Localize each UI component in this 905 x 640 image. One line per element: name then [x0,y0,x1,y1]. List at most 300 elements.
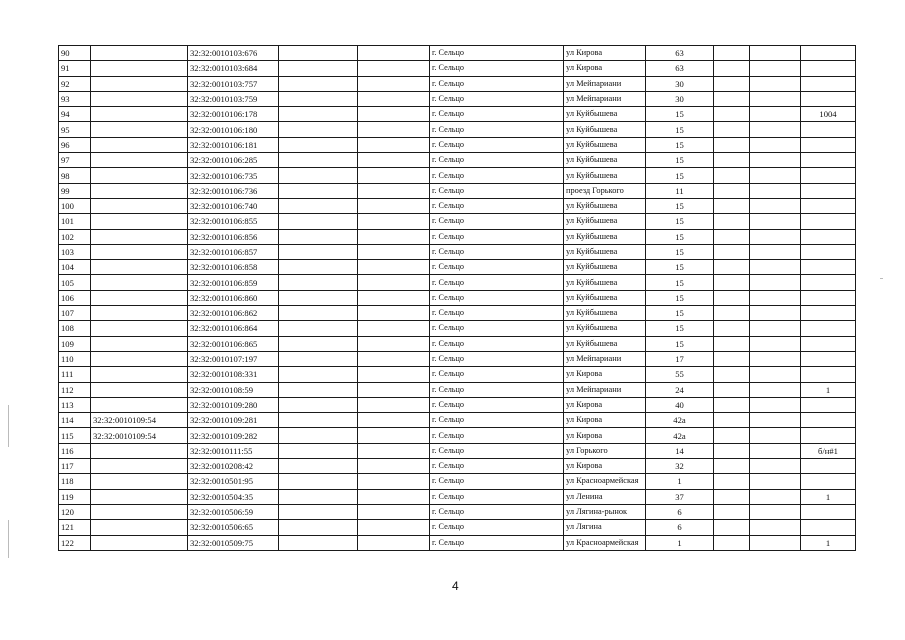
table-row [59,91,856,106]
house-number-cell: 14 [646,443,714,458]
street-cell: ул Мейпариани [564,76,646,91]
scan-mark [8,405,9,447]
apartment-cell [801,46,856,61]
house-number-cell: 15 [646,336,714,351]
apartment-cell [801,520,856,535]
street-cell: проезд Горького [564,183,646,198]
empty-cell [358,520,430,535]
table-row [59,107,856,122]
table-row [59,183,856,198]
city-cell: г. Сельцо [430,260,564,275]
parent-cadastral-cell: 32:32:0010109:54 [91,428,188,443]
row-number-cell: 101 [59,214,91,229]
cadastral-number-cell: 32:32:0010103:676 [188,46,279,61]
empty-cell [358,229,430,244]
row-number-cell: 90 [59,46,91,61]
street-cell: ул Красноармейская [564,474,646,489]
empty-cell [358,76,430,91]
empty-cell [714,153,750,168]
city-cell: г. Сельцо [430,168,564,183]
house-number-cell: 24 [646,382,714,397]
row-number-cell: 100 [59,198,91,213]
empty-cell [279,76,358,91]
city-cell: г. Сельцо [430,91,564,106]
house-number-cell: 15 [646,168,714,183]
street-cell: ул Ленина [564,489,646,504]
row-number-cell: 104 [59,260,91,275]
street-cell: ул Куйбышева [564,214,646,229]
row-number-cell: 102 [59,229,91,244]
city-cell: г. Сельцо [430,459,564,474]
street-cell: ул Куйбышева [564,137,646,152]
empty-cell [279,153,358,168]
empty-cell [714,397,750,412]
city-cell: г. Сельцо [430,183,564,198]
parent-cadastral-cell: 32:32:0010109:54 [91,413,188,428]
property-registry-table [58,45,856,551]
empty-cell [714,290,750,305]
empty-cell [358,91,430,106]
house-number-cell: 6 [646,520,714,535]
cadastral-number-cell: 32:32:0010106:180 [188,122,279,137]
empty-cell [714,428,750,443]
table-row [59,76,856,91]
parent-cadastral-cell [91,321,188,336]
empty-cell [279,168,358,183]
cadastral-number-cell: 32:32:0010107:197 [188,351,279,366]
street-cell: ул Куйбышева [564,153,646,168]
house-number-cell: 37 [646,489,714,504]
empty-cell [279,504,358,519]
cadastral-number-cell: 32:32:0010103:757 [188,76,279,91]
city-cell: г. Сельцо [430,413,564,428]
empty-cell [358,244,430,259]
empty-cell [358,428,430,443]
empty-cell [714,336,750,351]
empty-cell [358,397,430,412]
city-cell: г. Сельцо [430,46,564,61]
empty-cell [714,443,750,458]
parent-cadastral-cell [91,336,188,351]
row-number-cell: 98 [59,168,91,183]
house-number-cell: 15 [646,290,714,305]
parent-cadastral-cell [91,459,188,474]
empty-cell [358,46,430,61]
apartment-cell [801,229,856,244]
parent-cadastral-cell [91,168,188,183]
empty-cell [714,459,750,474]
cadastral-number-cell: 32:32:0010106:855 [188,214,279,229]
street-cell: ул Куйбышева [564,168,646,183]
parent-cadastral-cell [91,137,188,152]
street-cell: ул Горького [564,443,646,458]
table-row [59,413,856,428]
street-cell: ул Кирова [564,61,646,76]
empty-cell [714,260,750,275]
row-number-cell: 118 [59,474,91,489]
empty-cell [750,504,801,519]
city-cell: г. Сельцо [430,336,564,351]
house-number-cell: 55 [646,367,714,382]
parent-cadastral-cell [91,214,188,229]
empty-cell [750,107,801,122]
empty-cell [279,367,358,382]
parent-cadastral-cell [91,275,188,290]
city-cell: г. Сельцо [430,321,564,336]
cadastral-number-cell: 32:32:0010106:735 [188,168,279,183]
empty-cell [714,183,750,198]
parent-cadastral-cell [91,153,188,168]
parent-cadastral-cell [91,198,188,213]
empty-cell [750,137,801,152]
empty-cell [714,367,750,382]
parent-cadastral-cell [91,260,188,275]
city-cell: г. Сельцо [430,107,564,122]
table-row [59,321,856,336]
city-cell: г. Сельцо [430,122,564,137]
city-cell: г. Сельцо [430,504,564,519]
table-row [59,229,856,244]
table-row [59,474,856,489]
empty-cell [750,413,801,428]
street-cell: ул Кирова [564,428,646,443]
apartment-cell [801,260,856,275]
apartment-cell: 1 [801,382,856,397]
empty-cell [750,336,801,351]
apartment-cell [801,290,856,305]
row-number-cell: 119 [59,489,91,504]
street-cell: ул Куйбышева [564,107,646,122]
empty-cell [714,306,750,321]
street-cell: ул Куйбышева [564,321,646,336]
empty-cell [279,413,358,428]
street-cell: ул Кирова [564,413,646,428]
parent-cadastral-cell [91,76,188,91]
house-number-cell: 40 [646,397,714,412]
empty-cell [358,489,430,504]
house-number-cell: 15 [646,306,714,321]
street-cell: ул Куйбышева [564,244,646,259]
empty-cell [358,260,430,275]
apartment-cell [801,183,856,198]
apartment-cell [801,198,856,213]
empty-cell [358,306,430,321]
empty-cell [714,46,750,61]
street-cell: ул Мейпариани [564,351,646,366]
empty-cell [358,168,430,183]
street-cell: ул Куйбышева [564,290,646,305]
row-number-cell: 113 [59,397,91,412]
parent-cadastral-cell [91,520,188,535]
parent-cadastral-cell [91,306,188,321]
empty-cell [279,397,358,412]
table-row [59,397,856,412]
apartment-cell [801,397,856,412]
house-number-cell: 42а [646,428,714,443]
page-number: 4 [452,579,459,593]
city-cell: г. Сельцо [430,244,564,259]
house-number-cell: 15 [646,275,714,290]
empty-cell [358,443,430,458]
row-number-cell: 99 [59,183,91,198]
empty-cell [358,153,430,168]
empty-cell [358,321,430,336]
row-number-cell: 95 [59,122,91,137]
cadastral-number-cell: 32:32:0010106:178 [188,107,279,122]
empty-cell [358,382,430,397]
table-row [59,535,856,550]
street-cell: ул Куйбышева [564,306,646,321]
empty-cell [279,46,358,61]
house-number-cell: 15 [646,244,714,259]
apartment-cell [801,91,856,106]
city-cell: г. Сельцо [430,214,564,229]
cadastral-number-cell: 32:32:0010208:42 [188,459,279,474]
cadastral-number-cell: 32:32:0010106:858 [188,260,279,275]
empty-cell [750,168,801,183]
cadastral-number-cell: 32:32:0010106:862 [188,306,279,321]
cadastral-number-cell: 32:32:0010109:281 [188,413,279,428]
empty-cell [714,198,750,213]
house-number-cell: 42а [646,413,714,428]
street-cell: ул Кирова [564,397,646,412]
empty-cell [279,244,358,259]
cadastral-number-cell: 32:32:0010111:55 [188,443,279,458]
apartment-cell [801,504,856,519]
apartment-cell: 1 [801,489,856,504]
empty-cell [358,367,430,382]
empty-cell [279,137,358,152]
cadastral-number-cell: 32:32:0010109:280 [188,397,279,412]
row-number-cell: 106 [59,290,91,305]
cadastral-number-cell: 32:32:0010106:856 [188,229,279,244]
parent-cadastral-cell [91,474,188,489]
table-row [59,214,856,229]
parent-cadastral-cell [91,46,188,61]
cadastral-number-cell: 32:32:0010106:859 [188,275,279,290]
row-number-cell: 93 [59,91,91,106]
street-cell: ул Лягина [564,520,646,535]
city-cell: г. Сельцо [430,443,564,458]
parent-cadastral-cell [91,122,188,137]
table-row [59,61,856,76]
house-number-cell: 32 [646,459,714,474]
row-number-cell: 97 [59,153,91,168]
empty-cell [714,413,750,428]
empty-cell [750,122,801,137]
cadastral-number-cell: 32:32:0010504:35 [188,489,279,504]
street-cell: ул Куйбышева [564,275,646,290]
row-number-cell: 116 [59,443,91,458]
apartment-cell [801,459,856,474]
empty-cell [279,183,358,198]
house-number-cell: 15 [646,198,714,213]
table-row [59,46,856,61]
row-number-cell: 115 [59,428,91,443]
apartment-cell [801,275,856,290]
street-cell: ул Лягина-рынок [564,504,646,519]
table-row [59,198,856,213]
city-cell: г. Сельцо [430,76,564,91]
scan-mark [8,520,9,558]
empty-cell [279,489,358,504]
empty-cell [750,459,801,474]
row-number-cell: 91 [59,61,91,76]
house-number-cell: 17 [646,351,714,366]
row-number-cell: 94 [59,107,91,122]
row-number-cell: 108 [59,321,91,336]
table-row [59,351,856,366]
row-number-cell: 114 [59,413,91,428]
row-number-cell: 121 [59,520,91,535]
empty-cell [714,489,750,504]
apartment-cell [801,306,856,321]
row-number-cell: 92 [59,76,91,91]
empty-cell [279,474,358,489]
parent-cadastral-cell [91,61,188,76]
cadastral-number-cell: 32:32:0010106:736 [188,183,279,198]
empty-cell [714,504,750,519]
empty-cell [750,443,801,458]
apartment-cell [801,367,856,382]
street-cell: ул Куйбышева [564,122,646,137]
empty-cell [358,107,430,122]
empty-cell [714,229,750,244]
cadastral-number-cell: 32:32:0010106:285 [188,153,279,168]
apartment-cell: б/н#1 [801,443,856,458]
empty-cell [750,214,801,229]
house-number-cell: 30 [646,76,714,91]
scan-mark [880,278,883,279]
city-cell: г. Сельцо [430,382,564,397]
city-cell: г. Сельцо [430,153,564,168]
empty-cell [279,520,358,535]
empty-cell [279,382,358,397]
row-number-cell: 111 [59,367,91,382]
table-row [59,153,856,168]
cadastral-number-cell: 32:32:0010103:759 [188,91,279,106]
empty-cell [358,504,430,519]
empty-cell [750,382,801,397]
house-number-cell: 1 [646,535,714,550]
empty-cell [750,290,801,305]
empty-cell [279,91,358,106]
city-cell: г. Сельцо [430,229,564,244]
empty-cell [358,183,430,198]
empty-cell [279,61,358,76]
house-number-cell: 15 [646,260,714,275]
parent-cadastral-cell [91,367,188,382]
table-row [59,137,856,152]
parent-cadastral-cell [91,382,188,397]
table-row [59,244,856,259]
empty-cell [750,260,801,275]
house-number-cell: 15 [646,137,714,152]
table-row [59,367,856,382]
empty-cell [358,459,430,474]
cadastral-number-cell: 32:32:0010506:59 [188,504,279,519]
apartment-cell [801,321,856,336]
row-number-cell: 105 [59,275,91,290]
house-number-cell: 30 [646,91,714,106]
empty-cell [750,520,801,535]
empty-cell [279,306,358,321]
empty-cell [750,489,801,504]
house-number-cell: 63 [646,46,714,61]
apartment-cell: 1004 [801,107,856,122]
empty-cell [279,290,358,305]
empty-cell [279,229,358,244]
empty-cell [279,428,358,443]
empty-cell [358,61,430,76]
table-row [59,520,856,535]
row-number-cell: 110 [59,351,91,366]
apartment-cell [801,153,856,168]
cadastral-number-cell: 32:32:0010509:75 [188,535,279,550]
empty-cell [358,198,430,213]
cadastral-number-cell: 32:32:0010506:65 [188,520,279,535]
empty-cell [279,260,358,275]
empty-cell [279,336,358,351]
table-row [59,168,856,183]
empty-cell [714,107,750,122]
table-row [59,336,856,351]
street-cell: ул Куйбышева [564,260,646,275]
empty-cell [279,214,358,229]
empty-cell [750,535,801,550]
city-cell: г. Сельцо [430,198,564,213]
empty-cell [358,351,430,366]
cadastral-number-cell: 32:32:0010109:282 [188,428,279,443]
cadastral-number-cell: 32:32:0010106:857 [188,244,279,259]
city-cell: г. Сельцо [430,428,564,443]
house-number-cell: 15 [646,321,714,336]
city-cell: г. Сельцо [430,61,564,76]
row-number-cell: 107 [59,306,91,321]
apartment-cell [801,474,856,489]
cadastral-number-cell: 32:32:0010108:59 [188,382,279,397]
empty-cell [714,535,750,550]
parent-cadastral-cell [91,229,188,244]
row-number-cell: 103 [59,244,91,259]
apartment-cell [801,214,856,229]
empty-cell [714,137,750,152]
apartment-cell [801,336,856,351]
empty-cell [750,183,801,198]
empty-cell [714,321,750,336]
empty-cell [279,535,358,550]
empty-cell [358,122,430,137]
empty-cell [358,275,430,290]
street-cell: ул Мейпариани [564,91,646,106]
city-cell: г. Сельцо [430,367,564,382]
city-cell: г. Сельцо [430,535,564,550]
city-cell: г. Сельцо [430,275,564,290]
house-number-cell: 15 [646,214,714,229]
empty-cell [279,275,358,290]
parent-cadastral-cell [91,183,188,198]
empty-cell [714,168,750,183]
street-cell: ул Кирова [564,459,646,474]
parent-cadastral-cell [91,489,188,504]
table-row [59,489,856,504]
empty-cell [358,290,430,305]
empty-cell [750,397,801,412]
apartment-cell [801,122,856,137]
parent-cadastral-cell [91,244,188,259]
cadastral-number-cell: 32:32:0010106:865 [188,336,279,351]
parent-cadastral-cell [91,351,188,366]
